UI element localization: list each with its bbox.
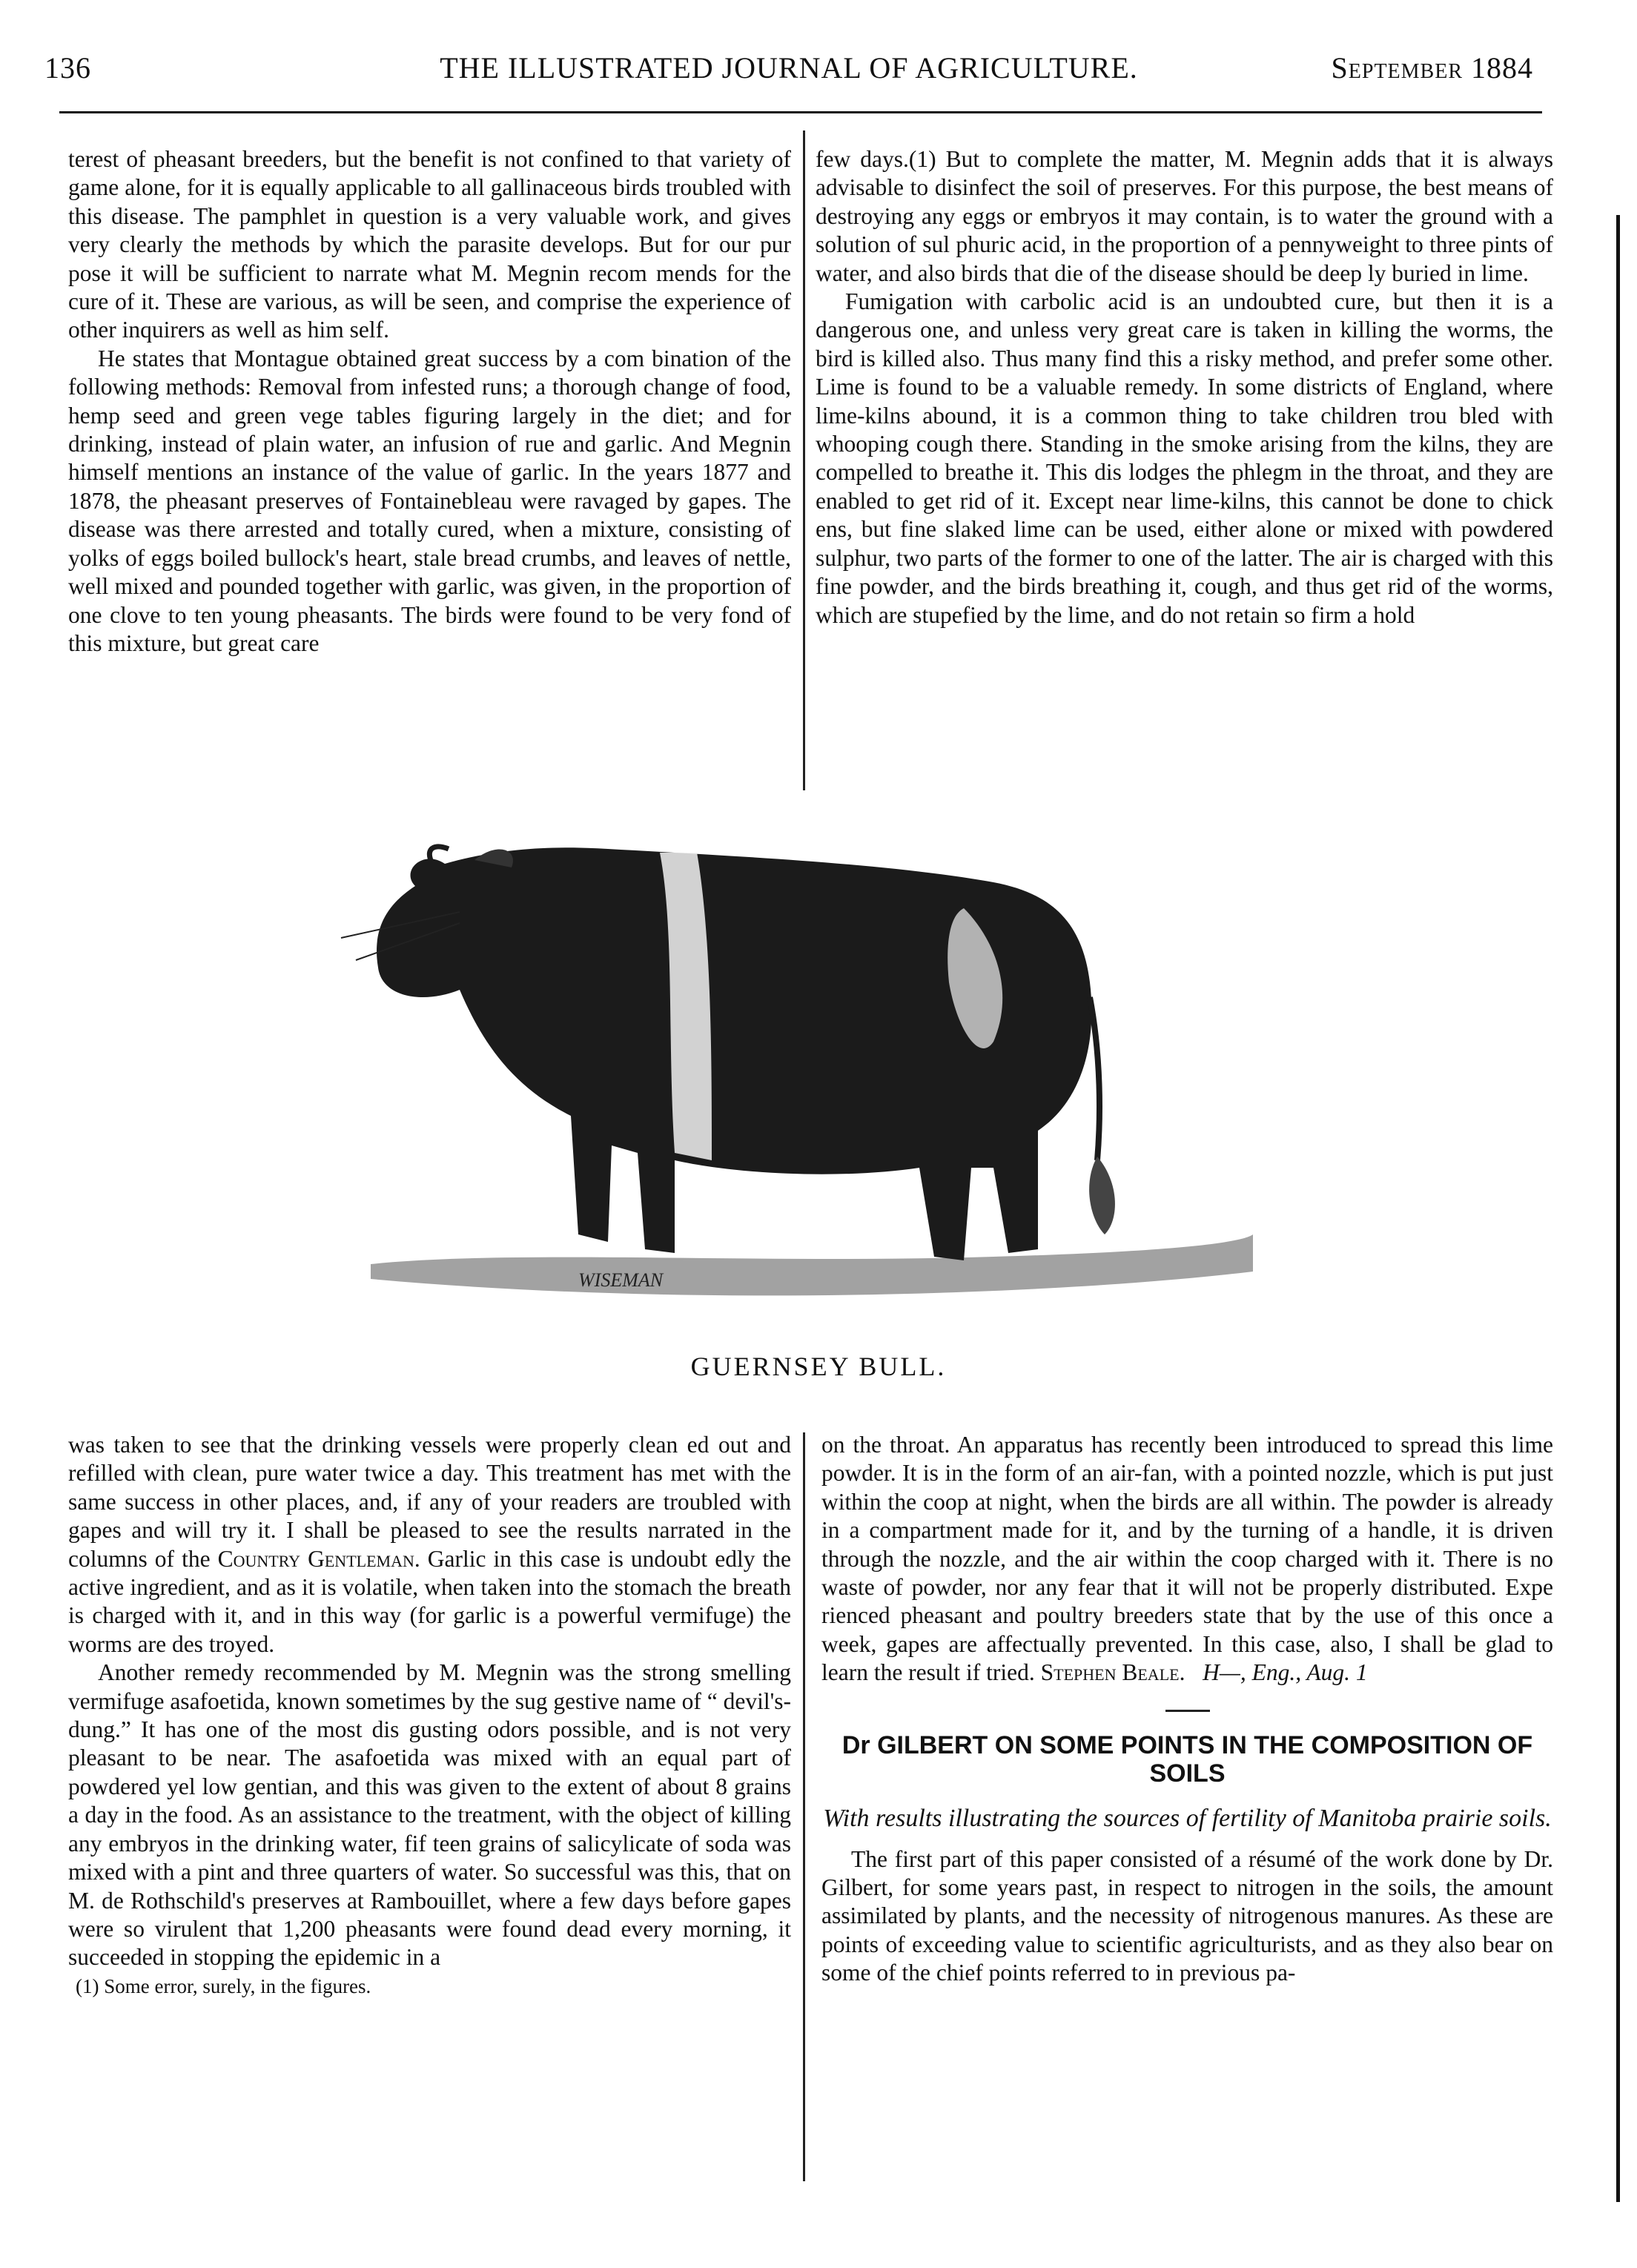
article-subtitle: With results illustrating the sources of fertility of Manitoba prairie soils. xyxy=(823,1804,1552,1832)
column-divider xyxy=(803,1432,805,2181)
page-header xyxy=(44,44,1533,96)
artist-signature: WISEMAN xyxy=(578,1269,664,1291)
paragraph: He states that Montague obtained great success by a com bination of the following methods: Removal from infested runs; a thorough change of food, hemp seed and green vege tables figuring largely in the diet; and for drinking, instead of plain water, an infusion of rue and garlic. And Megnin himself mentions an instance of the value of garlic. In the years 1877 and 1878, the pheasant preserves of Fontainebleau were ravaged by gapes. The disease was there arrested and totally cured, when a mixture, consisting of yolks of eggs boiled bullock's heart, stale bread crumbs, and leaves of nettle, well mixed and pounded together with garlic, was given, in the proportion of one clove to ten young pheasants. The birds were found to be very fond of this mixture, but great care xyxy=(68,345,791,656)
paragraph xyxy=(821,1431,1553,1687)
bull-tail xyxy=(1090,997,1099,1160)
journal-title: THE ILLUSTRATED JOURNAL OF AGRICULTURE. xyxy=(440,51,1138,85)
paragraph xyxy=(68,1431,791,1659)
column-top-right xyxy=(816,145,1553,629)
paragraph: Another remedy recommended by M. Megnin was the strong smelling vermifuge asafoetida, known sometimes by the sug gestive name of “ devil's-dung.” It has one of the most dis gusting odors possible, and is not very pleasant to be near. The asafoetida was mixed with an equal part of powdered yel low gentian, and this was given to the extent of about 8 grains a day in the food. As an assistance to the treatment, with the object of killing any embryos in the drinking water, fif teen grains of salicylicate of soda was mixed with a pint and three quarters of water. So successful was this, that on M. de Rothschild's preserves at Rambouillet, where a few days before gapes were so virulent that 1,200 pheasants were found dead every morning, it succeeded in stopping the epidemic in a xyxy=(68,1659,791,1971)
text-run: Garlic in this case is undoubt edly the active ingredient, and as it is volatile, when taken into the stomach the breath is charged with it, and in this way (for garlic is a powerful vermifuge) the worms are des troyed. xyxy=(68,1545,791,1657)
ground-shadow xyxy=(371,1234,1253,1295)
column-divider xyxy=(803,130,805,790)
figure-caption: GUERNSEY BULL. xyxy=(690,1352,947,1381)
column-bottom-right xyxy=(821,1431,1553,1988)
publication-name: Country Gentleman. xyxy=(217,1545,420,1572)
section-divider xyxy=(1165,1710,1210,1712)
page-number: 136 xyxy=(44,51,91,85)
footnote: (1) Some error, surely, in the figures. xyxy=(76,1974,371,1997)
guernsey-bull-illustration xyxy=(326,819,1305,1368)
article-heading: Dr GILBERT ON SOME POINTS IN THE COMPOSITION OF SOILS xyxy=(841,1730,1533,1788)
source-citation: H—, Eng., Aug. 1 xyxy=(1203,1659,1368,1686)
paragraph: The first part of this paper consisted of a résumé of the work done by Dr. Gilbert, for some years past, in respect to nitrogen in the soils, the amount assimilated by plants, and the necessity of nitrogenous manures. As these are points of exceeding value to scientific agriculturists, and as they also bear on some of the chief points referred to in previous pa- xyxy=(821,1845,1553,1986)
text-run: on the throat. An apparatus has recently been introduced to spread this lime powder. It is in the form of an air-fan, with a pointed nozzle, which is put just within the coop at night, when the birds are all within. The powder is already in a compartment made for it, and by the turning of a handle, it is driven through the nozzle, and the air within the coop charged with it. There is no waste of powder, nor any fear that it will not be properly distributed. Expe rienced pheasant and poultry breeders state that by the use of this once a week, gapes are affectually prevented. In this case, also, I shall be glad to learn the result if tried. xyxy=(821,1432,1553,1686)
paragraph: terest of pheasant breeders, but the benefit is not confined to that variety of game alone, for it is equally applicable to all gallinaceous birds troubled with this disease. The pamphlet in question is a very valuable work, and gives very clearly the methods by which the parasite develops. But for our pur pose it will be sufficient to narrate what M. Megnin recom mends for the cure of it. These are various, as will be seen, and comprise the experience of other inquirers as well as him self. xyxy=(68,146,791,343)
binding-edge-bar xyxy=(1616,215,1620,2202)
bull-body xyxy=(377,847,1091,1260)
column-top-left xyxy=(68,145,791,658)
paragraph: Fumigation with carbolic acid is an undoubted cure, but then it is a dangerous one, and unless very great care is taken in killing the worms, the bird is killed also. Thus many find this a risky method, and prefer some other. Lime is found to be a valuable remedy. In some districts of England, where lime-kilns abound, it is a common thing to take children trou bled with whooping cough there. Standing in the smoke arising from the kilns, they are compelled to breathe it. This dis lodges the phlegm in the throat, and they are enabled to get rid of it. Except near lime-kilns, this cannot be done to chick ens, but fine slaked lime can be used, either alone or mixed with powdered sulphur, two parts of the former to one of the latter. The air is charged with this fine powder, and the birds breathing it, cough, and thus get rid of the worms, which are stupefied by the lime, and do not retain so firm a hold xyxy=(816,288,1553,628)
paragraph: few days.(1) But to complete the matter, M. Megnin adds that it is always advisable to disinfect the soil of preserves. For this purpose, the best means of destroying any eggs or embryos it may contain, is to water the ground with a solution of sul phuric acid, in the proportion of a pennyweight to three pints of water, and also birds that die of the disease should be deep ly buried in lime. xyxy=(816,146,1553,286)
header-rule xyxy=(59,111,1542,113)
text-run: was taken to see that the drinking vessels were properly clean ed out and refilled with clean, pure water twice a day. This treatment has met with the same success in other places, and, if any of your readers are troubled with gapes and will try it. I shall be pleased to see the results narrated in the columns of the xyxy=(68,1432,791,1572)
issue-date: September 1884 xyxy=(1331,51,1533,85)
tail-tuft xyxy=(1089,1157,1115,1234)
column-bottom-left xyxy=(68,1431,791,2000)
author-signature: Stephen Beale. xyxy=(1040,1659,1185,1686)
